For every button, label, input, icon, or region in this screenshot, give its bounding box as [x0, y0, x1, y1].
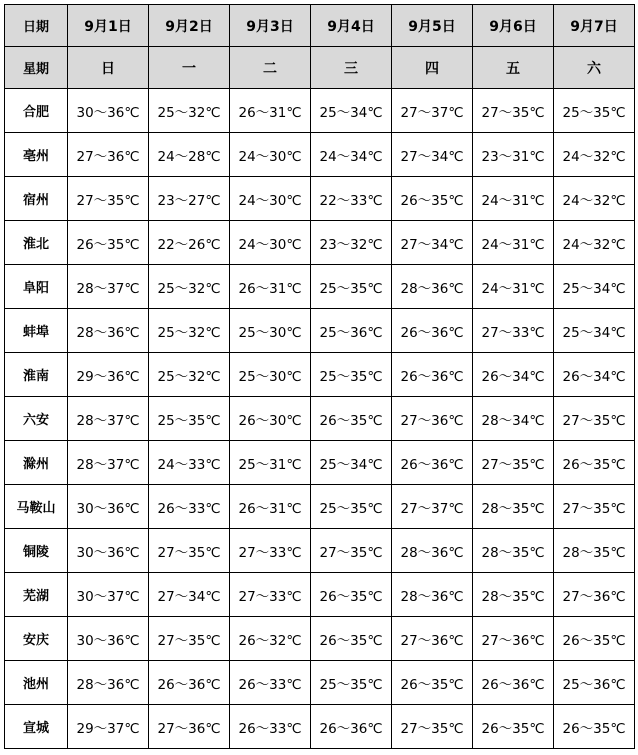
temperature-cell: 27～33℃: [230, 529, 311, 573]
city-name: 滁州: [5, 441, 68, 485]
table-row: [5, 529, 635, 573]
temperature-cell: 26～31℃: [230, 485, 311, 529]
temperature-cell: 24～31℃: [473, 221, 554, 265]
temperature-cell: 30～36℃: [68, 529, 149, 573]
temperature-cell: 28～36℃: [68, 661, 149, 705]
temperature-cell: 25～32℃: [149, 353, 230, 397]
weekday-header-row: [5, 47, 635, 89]
forecast-table: [4, 4, 635, 749]
temperature-cell: 28～37℃: [68, 265, 149, 309]
date-header: 9月3日: [230, 5, 311, 47]
table-row: [5, 397, 635, 441]
temperature-cell: 27～36℃: [149, 705, 230, 749]
temperature-cell: 27～35℃: [554, 485, 635, 529]
temperature-cell: 27～33℃: [230, 573, 311, 617]
temperature-cell: 26～33℃: [149, 485, 230, 529]
temperature-cell: 29～36℃: [68, 353, 149, 397]
city-name: 安庆: [5, 617, 68, 661]
temperature-cell: 25～35℃: [149, 397, 230, 441]
temperature-cell: 26～34℃: [473, 353, 554, 397]
city-name: 亳州: [5, 133, 68, 177]
temperature-cell: 27～37℃: [392, 485, 473, 529]
city-name: 池州: [5, 661, 68, 705]
temperature-cell: 30～37℃: [68, 573, 149, 617]
temperature-cell: 24～30℃: [230, 133, 311, 177]
temperature-cell: 26～31℃: [230, 89, 311, 133]
temperature-cell: 25～32℃: [149, 265, 230, 309]
table-row: [5, 177, 635, 221]
table-header: [5, 5, 635, 89]
city-name: 宿州: [5, 177, 68, 221]
temperature-cell: 27～37℃: [392, 89, 473, 133]
date-header: 9月4日: [311, 5, 392, 47]
temperature-cell: 28～36℃: [392, 573, 473, 617]
temperature-cell: 25～34℃: [554, 265, 635, 309]
temperature-cell: 22～33℃: [311, 177, 392, 221]
temperature-cell: 26～33℃: [230, 661, 311, 705]
temperature-cell: 24～34℃: [311, 133, 392, 177]
temperature-cell: 28～35℃: [473, 485, 554, 529]
table-row: [5, 705, 635, 749]
temperature-cell: 24～28℃: [149, 133, 230, 177]
city-name: 六安: [5, 397, 68, 441]
temperature-cell: 25～35℃: [311, 661, 392, 705]
temperature-cell: 28～35℃: [473, 573, 554, 617]
temperature-cell: 30～36℃: [68, 485, 149, 529]
table-row: [5, 265, 635, 309]
city-name: 淮南: [5, 353, 68, 397]
temperature-cell: 23～32℃: [311, 221, 392, 265]
temperature-cell: 27～33℃: [473, 309, 554, 353]
temperature-cell: 26～35℃: [554, 617, 635, 661]
temperature-cell: 24～32℃: [554, 177, 635, 221]
weekday-header: 四: [392, 47, 473, 89]
city-name: 铜陵: [5, 529, 68, 573]
table-body: [5, 89, 635, 749]
weekday-header: 日: [68, 47, 149, 89]
temperature-cell: 29～37℃: [68, 705, 149, 749]
temperature-cell: 25～30℃: [230, 309, 311, 353]
temperature-cell: 25～36℃: [554, 661, 635, 705]
temperature-cell: 24～32℃: [554, 221, 635, 265]
temperature-cell: 23～27℃: [149, 177, 230, 221]
table-row: [5, 89, 635, 133]
temperature-cell: 28～37℃: [68, 441, 149, 485]
temperature-cell: 24～30℃: [230, 177, 311, 221]
temperature-cell: 30～36℃: [68, 89, 149, 133]
temperature-cell: 26～35℃: [473, 705, 554, 749]
temperature-cell: 27～35℃: [68, 177, 149, 221]
temperature-cell: 26～36℃: [311, 705, 392, 749]
temperature-cell: 27～34℃: [392, 221, 473, 265]
table-row: [5, 617, 635, 661]
temperature-cell: 26～32℃: [230, 617, 311, 661]
date-header: 9月1日: [68, 5, 149, 47]
city-name: 淮北: [5, 221, 68, 265]
city-name: 蚌埠: [5, 309, 68, 353]
temperature-cell: 26～36℃: [149, 661, 230, 705]
table-row: [5, 353, 635, 397]
temperature-cell: 25～35℃: [311, 353, 392, 397]
temperature-cell: 26～36℃: [392, 309, 473, 353]
city-name: 芜湖: [5, 573, 68, 617]
temperature-cell: 27～35℃: [149, 529, 230, 573]
city-name: 阜阳: [5, 265, 68, 309]
temperature-cell: 28～35℃: [554, 529, 635, 573]
temperature-cell: 26～36℃: [392, 353, 473, 397]
temperature-cell: 26～36℃: [473, 661, 554, 705]
temperature-cell: 25～34℃: [311, 441, 392, 485]
temperature-cell: 27～36℃: [473, 617, 554, 661]
weekday-header: 二: [230, 47, 311, 89]
weekday-header: 一: [149, 47, 230, 89]
temperature-cell: 27～35℃: [473, 441, 554, 485]
city-name: 宣城: [5, 705, 68, 749]
temperature-cell: 25～36℃: [311, 309, 392, 353]
temperature-cell: 24～30℃: [230, 221, 311, 265]
temperature-cell: 26～36℃: [392, 441, 473, 485]
temperature-cell: 24～33℃: [149, 441, 230, 485]
weekday-header: 三: [311, 47, 392, 89]
date-header: 9月7日: [554, 5, 635, 47]
table-row: [5, 485, 635, 529]
temperature-cell: 28～36℃: [392, 265, 473, 309]
temperature-cell: 26～30℃: [230, 397, 311, 441]
temperature-cell: 25～31℃: [230, 441, 311, 485]
temperature-cell: 26～35℃: [311, 617, 392, 661]
temperature-cell: 25～35℃: [554, 89, 635, 133]
temperature-cell: 28～34℃: [473, 397, 554, 441]
temperature-cell: 26～35℃: [554, 441, 635, 485]
table-row: [5, 221, 635, 265]
temperature-cell: 24～32℃: [554, 133, 635, 177]
temperature-cell: 26～35℃: [554, 705, 635, 749]
temperature-cell: 25～34℃: [311, 89, 392, 133]
temperature-cell: 28～36℃: [68, 309, 149, 353]
temperature-cell: 25～34℃: [554, 309, 635, 353]
temperature-cell: 28～37℃: [68, 397, 149, 441]
temperature-cell: 27～35℃: [473, 89, 554, 133]
temperature-cell: 28～36℃: [392, 529, 473, 573]
temperature-cell: 26～33℃: [230, 705, 311, 749]
temperature-cell: 27～35℃: [392, 705, 473, 749]
temperature-cell: 26～34℃: [554, 353, 635, 397]
temperature-cell: 27～34℃: [392, 133, 473, 177]
temperature-cell: 26～35℃: [392, 661, 473, 705]
date-header-row: [5, 5, 635, 47]
temperature-cell: 27～35℃: [149, 617, 230, 661]
temperature-cell: 27～36℃: [392, 397, 473, 441]
temperature-cell: 26～35℃: [68, 221, 149, 265]
temperature-cell: 27～36℃: [392, 617, 473, 661]
temperature-cell: 22～26℃: [149, 221, 230, 265]
table-row: [5, 661, 635, 705]
temperature-cell: 27～35℃: [311, 529, 392, 573]
temperature-cell: 25～32℃: [149, 89, 230, 133]
date-header: 9月6日: [473, 5, 554, 47]
temperature-cell: 25～30℃: [230, 353, 311, 397]
temperature-cell: 27～36℃: [68, 133, 149, 177]
temperature-cell: 25～35℃: [311, 485, 392, 529]
date-header: 9月5日: [392, 5, 473, 47]
temperature-cell: 26～35℃: [311, 573, 392, 617]
city-name: 马鞍山: [5, 485, 68, 529]
date-label: 日期: [5, 5, 68, 47]
temperature-cell: 24～31℃: [473, 177, 554, 221]
weekday-label: 星期: [5, 47, 68, 89]
temperature-cell: 28～35℃: [473, 529, 554, 573]
temperature-cell: 27～34℃: [149, 573, 230, 617]
weekday-header: 五: [473, 47, 554, 89]
city-name: 合肥: [5, 89, 68, 133]
table-row: [5, 309, 635, 353]
table-row: [5, 441, 635, 485]
temperature-cell: 23～31℃: [473, 133, 554, 177]
temperature-cell: 27～35℃: [554, 397, 635, 441]
temperature-cell: 30～36℃: [68, 617, 149, 661]
table-row: [5, 573, 635, 617]
weekday-header: 六: [554, 47, 635, 89]
temperature-cell: 26～31℃: [230, 265, 311, 309]
temperature-cell: 25～32℃: [149, 309, 230, 353]
table-row: [5, 133, 635, 177]
temperature-cell: 25～35℃: [311, 265, 392, 309]
temperature-cell: 27～36℃: [554, 573, 635, 617]
date-header: 9月2日: [149, 5, 230, 47]
temperature-cell: 26～35℃: [392, 177, 473, 221]
temperature-cell: 26～35℃: [311, 397, 392, 441]
temperature-cell: 24～31℃: [473, 265, 554, 309]
